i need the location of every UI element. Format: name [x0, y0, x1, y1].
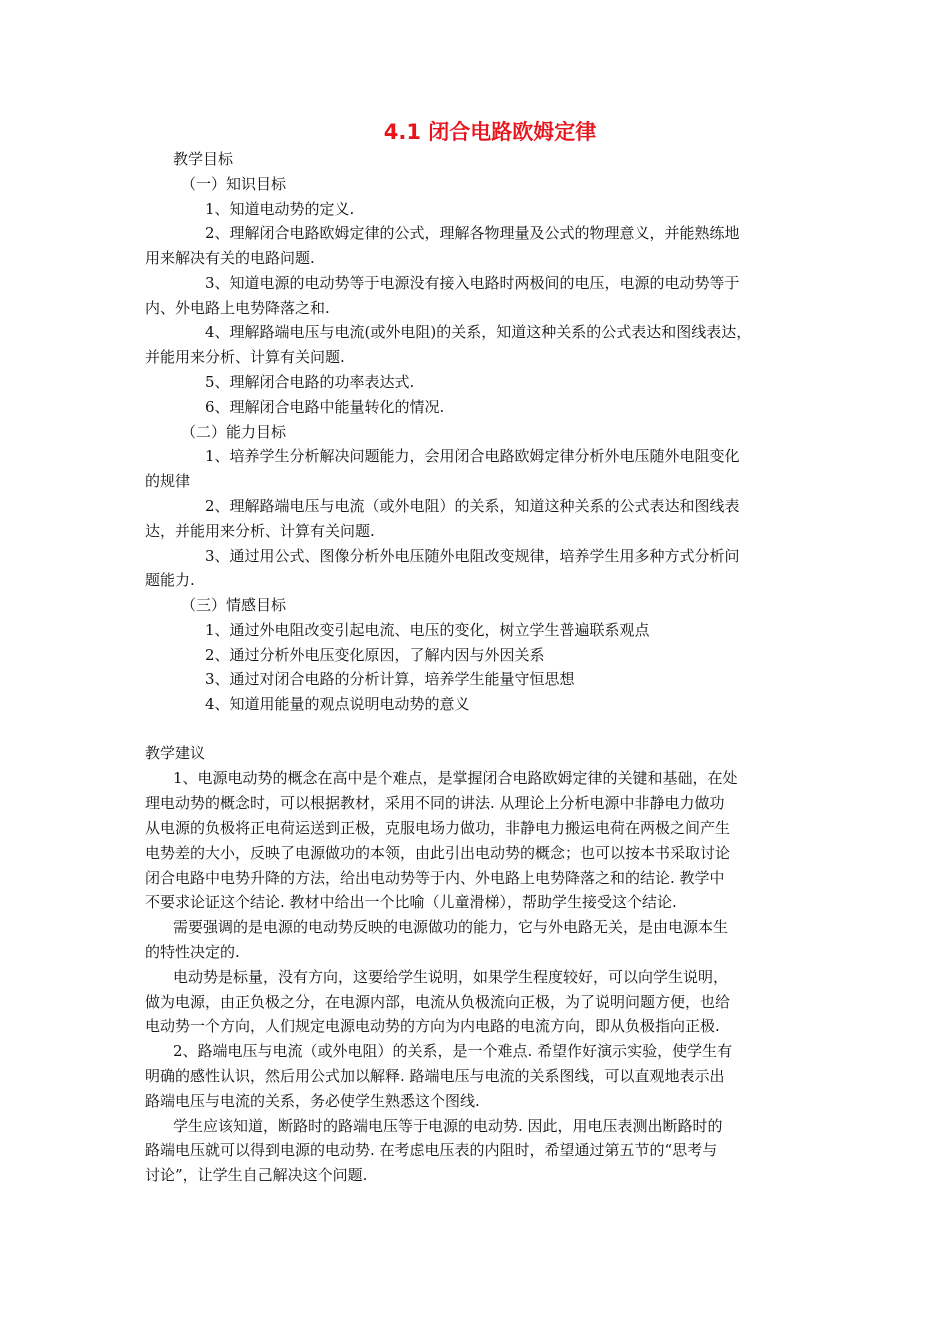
- knowledge-item-3: 3、知道电源的电动势等于电源没有接入电路时两极间的电压，电源的电动势等于: [205, 274, 740, 292]
- knowledge-item-5: 5、理解闭合电路的功率表达式.: [205, 373, 415, 391]
- ability-item-2-cont: 达，并能用来分析、计算有关问题.: [145, 522, 375, 540]
- ability-item-1: 1、培养学生分析解决问题能力，会用闭合电路欧姆定律分析外电压随外电阻变化: [205, 447, 740, 465]
- paragraph-2-line-1: 需要强调的是电源的电动势反映的电源做功的能力，它与外电路无关，是由电源本生: [173, 918, 729, 936]
- document-title: 4.1 闭合电路欧姆定律: [383, 120, 597, 144]
- emotion-item-4: 4、知道用能量的观点说明电动势的意义: [205, 695, 470, 713]
- paragraph-4-line-1: 2、路端电压与电流（或外电阻）的关系，是一个难点. 希望作好演示实验，使学生有: [173, 1042, 733, 1060]
- paragraph-1-line-1: 1、电源电动势的概念在高中是个难点，是掌握闭合电路欧姆定律的关键和基础，在处: [173, 769, 738, 787]
- paragraph-1-line-4: 电势差的大小，反映了电源做功的本领，由此引出电动势的概念；也可以按本书采取讨论: [145, 844, 731, 862]
- advice-heading: 教学建议: [145, 744, 206, 762]
- paragraph-1-line-5: 闭合电路中电势升降的方法，给出电动势等于内、外电路上电势降落之和的结论. 教学中: [145, 869, 725, 887]
- knowledge-heading: （一）知识目标: [181, 175, 287, 193]
- paragraph-4-line-3: 路端电压与电流的关系，务必使学生熟悉这个图线.: [145, 1092, 480, 1110]
- paragraph-5-line-2: 路端电压就可以得到电源的电动势. 在考虑电压表的内阻时，希望通过第五节的“思考与: [145, 1141, 718, 1159]
- emotion-heading: （三）情感目标: [181, 596, 287, 614]
- paragraph-2-line-2: 的特性决定的.: [145, 943, 240, 961]
- emotion-item-2: 2、通过分析外电压变化原因，了解内因与外因关系: [205, 646, 545, 664]
- paragraph-5-line-1: 学生应该知道，断路时的路端电压等于电源的电动势. 因此，用电压表测出断路时的: [173, 1117, 723, 1135]
- paragraph-3-line-1: 电动势是标量，没有方向，这要给学生说明，如果学生程度较好，可以向学生说明，: [173, 968, 729, 986]
- knowledge-item-3-cont: 内、外电路上电势降落之和.: [145, 299, 330, 317]
- knowledge-item-2: 2、理解闭合电路欧姆定律的公式，理解各物理量及公式的物理意义，并能熟练地: [205, 224, 740, 242]
- paragraph-3-line-3: 电动势一个方向，人们规定电源电动势的方向为内电路的电流方向，即从负极指向正极.: [145, 1017, 720, 1035]
- ability-item-2: 2、理解路端电压与电流（或外电阻）的关系，知道这种关系的公式表达和图线表: [205, 497, 740, 515]
- knowledge-item-1: 1、知道电动势的定义.: [205, 200, 355, 218]
- knowledge-item-4: 4、理解路端电压与电流(或外电阻)的关系，知道这种关系的公式表达和图线表达，: [205, 323, 752, 341]
- emotion-item-3: 3、通过对闭合电路的分析计算，培养学生能量守恒思想: [205, 670, 575, 688]
- paragraph-3-line-2: 做为电源，由正负极之分，在电源内部，电流从负极流向正极，为了说明问题方便，也给: [145, 993, 731, 1011]
- ability-item-3: 3、通过用公式、图像分析外电压随外电阻改变规律，培养学生用多种方式分析问: [205, 547, 740, 565]
- knowledge-item-2-cont: 用来解决有关的电路问题.: [145, 249, 315, 267]
- goals-heading: 教学目标: [173, 150, 234, 168]
- paragraph-1-line-6: 不要求论证这个结论. 教材中给出一个比喻（儿童滑梯），帮助学生接受这个结论.: [145, 893, 677, 911]
- paragraph-1-line-2: 理电动势的概念时，可以根据教材，采用不同的讲法. 从理论上分析电源中非静电力做功: [145, 794, 725, 812]
- paragraph-4-line-2: 明确的感性认识，然后用公式加以解释. 路端电压与电流的关系图线，可以直观地表示出: [145, 1067, 725, 1085]
- ability-item-1-cont: 的规律: [145, 472, 191, 490]
- knowledge-item-6: 6、理解闭合电路中能量转化的情况.: [205, 398, 445, 416]
- ability-heading: （二）能力目标: [181, 423, 287, 441]
- emotion-item-1: 1、通过外电阻改变引起电流、电压的变化，树立学生普遍联系观点: [205, 621, 650, 639]
- ability-item-3-cont: 题能力.: [145, 571, 195, 589]
- knowledge-item-4-cont: 并能用来分析、计算有关问题.: [145, 348, 345, 366]
- paragraph-1-line-3: 从电源的负极将正电荷运送到正极，克服电场力做功，非静电力搬运电荷在两极之间产生: [145, 819, 731, 837]
- paragraph-5-line-3: 讨论”，让学生自己解决这个问题.: [145, 1166, 368, 1184]
